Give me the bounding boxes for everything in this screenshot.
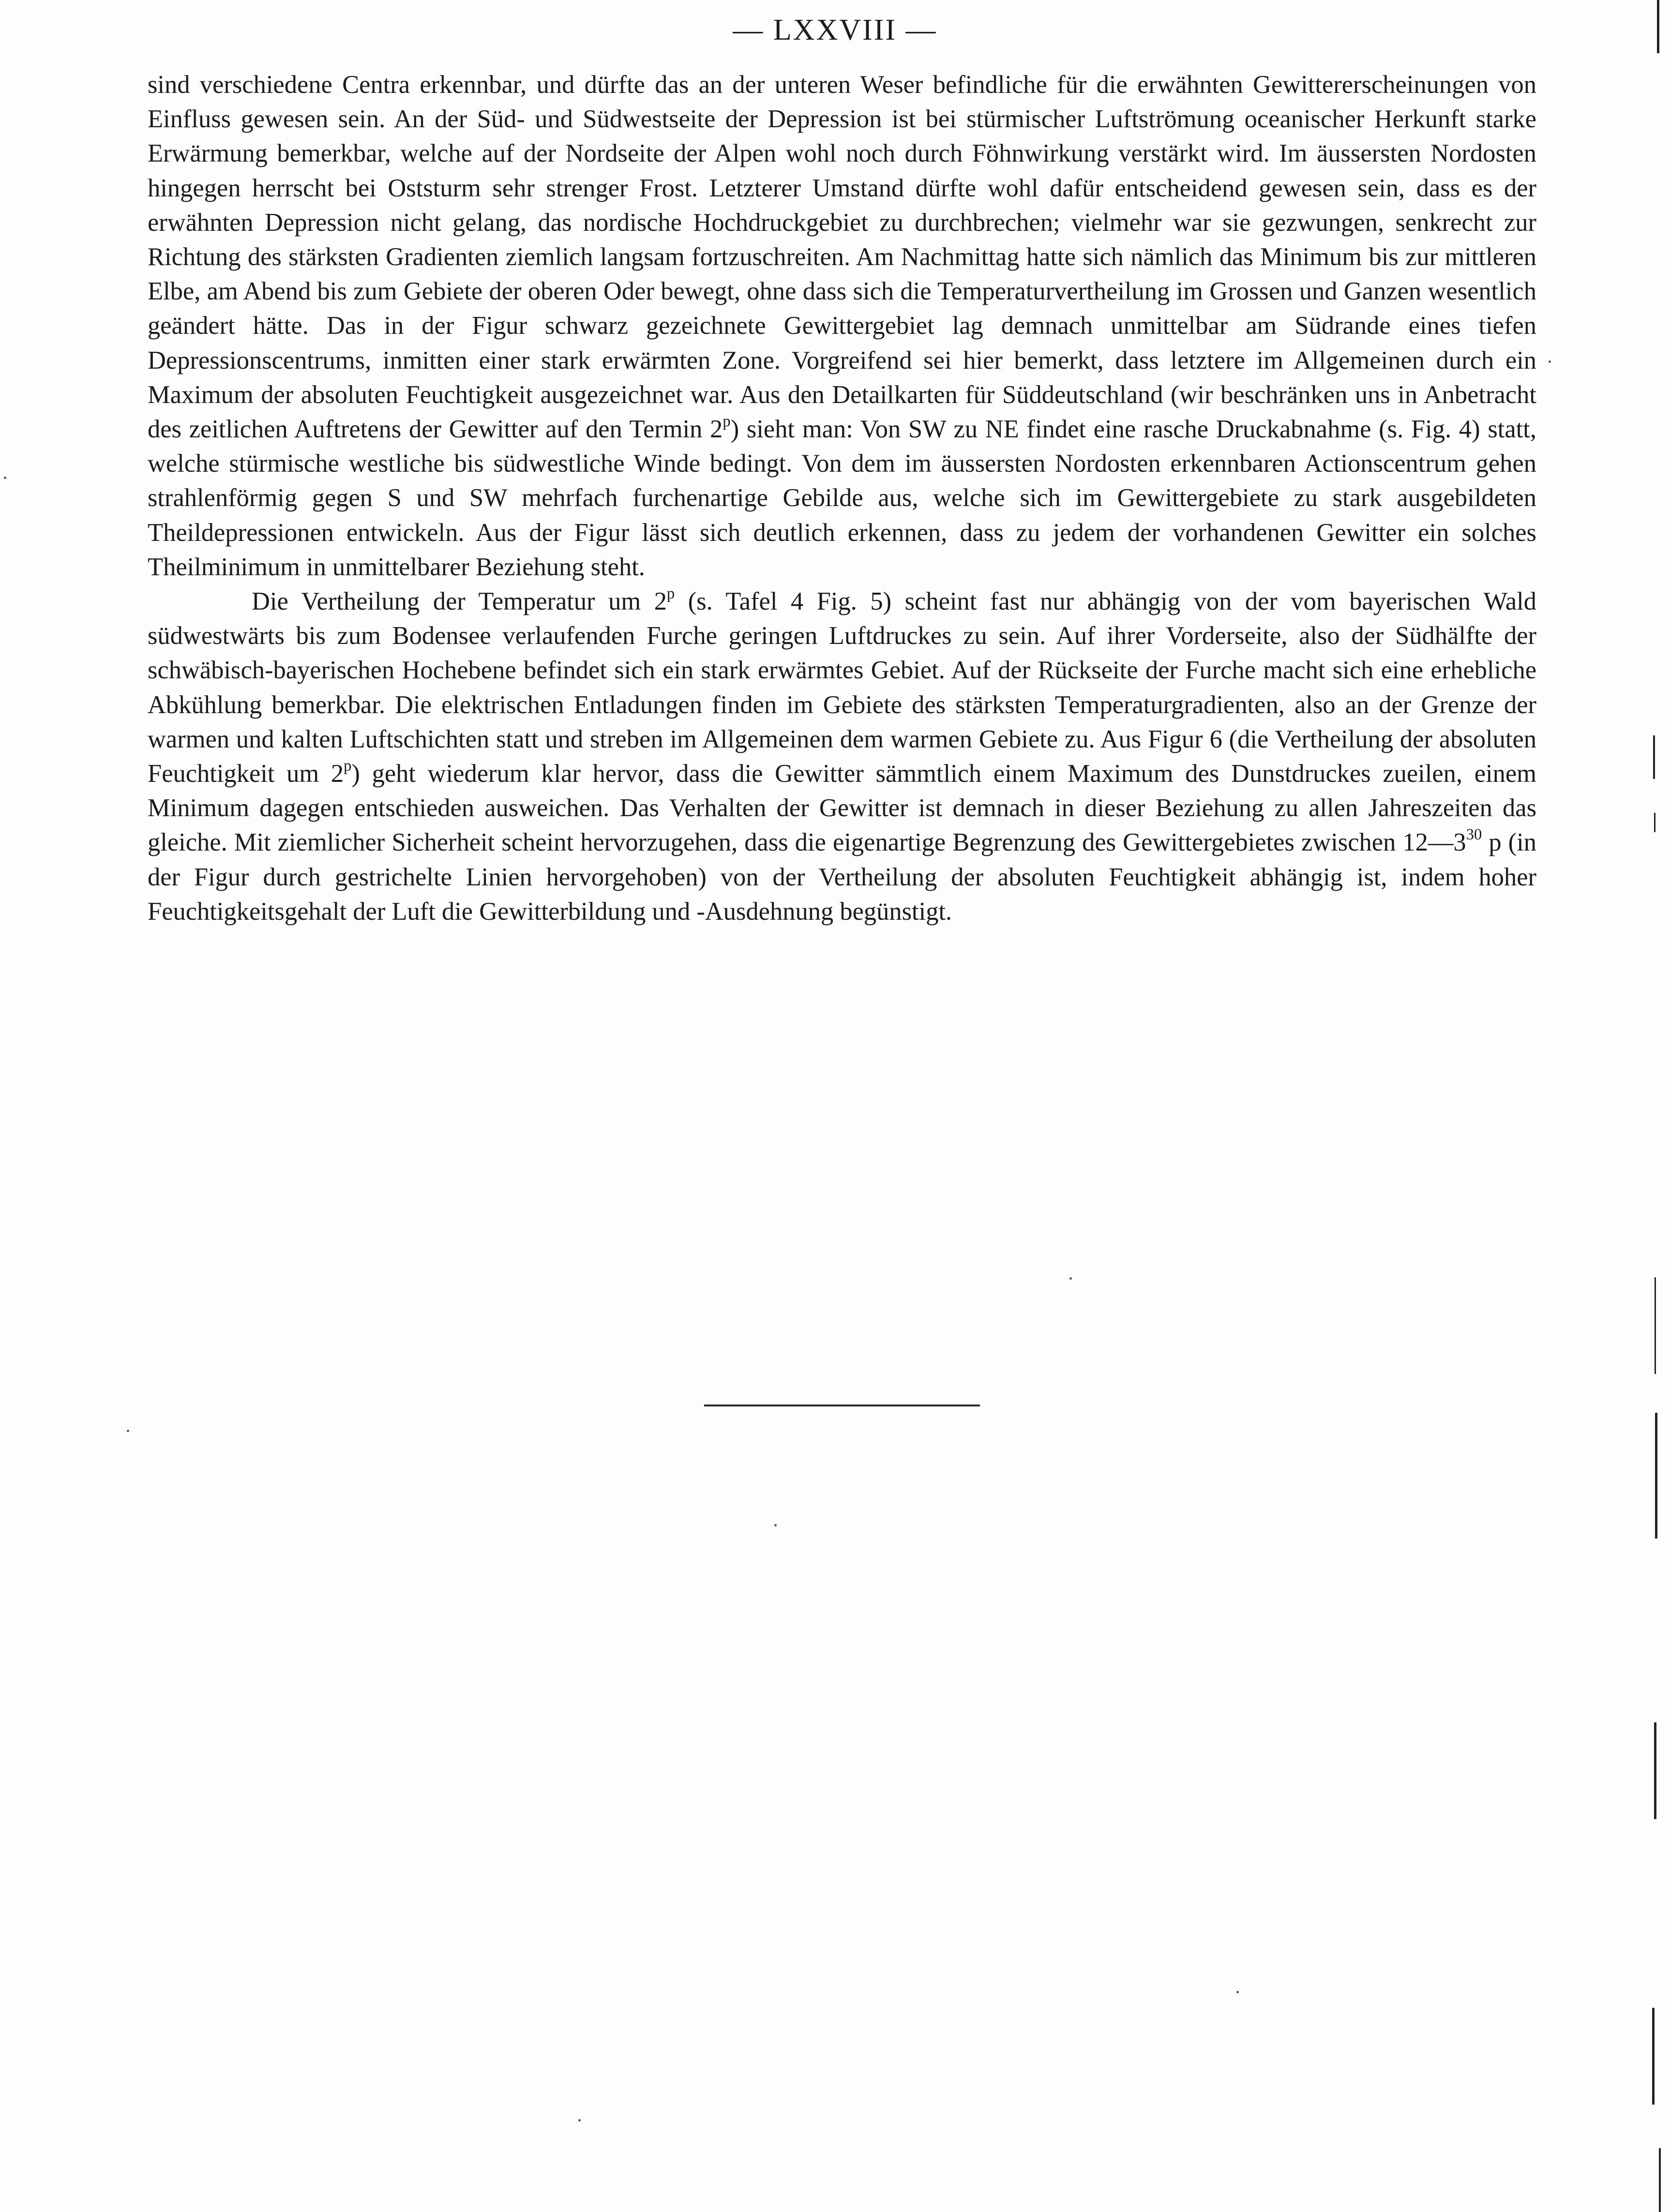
superscript-30: 30 (1466, 826, 1482, 844)
scan-edge-mark (1659, 2148, 1661, 2212)
scan-speck (1549, 360, 1551, 363)
paragraph-2-text-d: p (in der Figur durch gestrichelte Linien hervorgehoben) von der Vertheilung der absoluten Feuchtigkeit abhängig ist, indem hoher Feuchtigkeitsgehalt der Luft die Gewitterbildung und -Ausdehnung begünstigt. (148, 828, 1536, 926)
scan-speck (1069, 1277, 1072, 1280)
superscript-p: p (344, 757, 352, 775)
scan-edge-mark (1652, 2008, 1655, 2105)
scan-edge-mark (1653, 735, 1655, 779)
paragraph-2-text-b: (s. Tafel 4 Fig. 5) scheint fast nur abhängig von der vom bayerischen Wald südwestwärts bis zum Bodensee verlaufenden Furche geringen Luftdruckes zu sein. Auf ihrer Vorderseite, also der Südhälfte der schwäbisch-bayerischen Hochebene befindet sich ein stark erwärmtes Gebiet. Auf der Rückseite der Furche macht sich eine erhebliche Abkühlung bemerkbar. Die elektrischen Entladungen finden im Gebiete des stärksten Temperaturgradienten, also an der Grenze der warmen und kalten Luftschichten statt und streben im Allgemeinen dem warmen Gebiete zu. Aus Figur 6 (die Vertheilung der absoluten Feuchtigkeit um 2 (148, 587, 1536, 788)
scan-edge-mark (1657, 0, 1659, 53)
paragraph-1-text-a: sind verschiedene Centra erkennbar, und dürfte das an der unteren Weser befindliche für die erwähnten Gewittererscheinungen von Einfluss gewesen sein. An der Süd- und Südwestseite der Depression ist bei stürmischer Luftströmung oceanischer Herkunft starke Erwärmung bemerkbar, welche auf der Nordseite der Alpen wohl noch durch Föhnwirkung verstärkt wird. Im äussersten Nordosten hingegen herrscht bei Oststurm sehr strenger Frost. Letzterer Umstand dürfte wohl dafür entscheidend gewesen sein, dass es der erwähnten Depression nicht gelang, das nordische Hochdruckgebiet zu durchbrechen; vielmehr war sie gezwungen, senkrecht zur Richtung des stärksten Gradienten ziemlich langsam fortzuschreiten. Am Nachmittag hatte sich nämlich das Minimum bis zur mittleren Elbe, am Abend bis zum Gebiete der oberen Oder bewegt, ohne dass sich die Temperaturvertheilung im Grossen und Ganzen wesentlich geändert hätte. Das in der Figur schwarz gezeichnete Gewittergebiet lag demnach unmittelbar am Südrande eines tiefen Depressionscentrums, inmitten einer stark erwärmten Zone. Vorgreifend sei hier bemerkt, dass letztere im Allgemeinen durch ein Maximum der absoluten Feuchtigkeit ausgezeichnet war. Aus den Detailkarten für Süddeutschland (wir beschränken uns in Anbetracht des zeitlichen Auftretens der Gewitter auf den Termin 2 (148, 71, 1536, 444)
body-text (148, 68, 1536, 929)
superscript-p: p (722, 413, 731, 431)
scan-speck (4, 477, 6, 479)
end-rule (704, 1405, 980, 1406)
scan-edge-mark (1654, 813, 1655, 832)
paragraph-2-text-a: Die Vertheilung der Temperatur um 2 (252, 587, 667, 616)
paragraph-2-text-c: ) geht wiederum klar hervor, dass die Gewitter sämmtlich einem Maximum des Dunstdruckes zueilen, einem Minimum dagegen entschieden ausweichen. Das Verhalten der Gewitter ist demnach in dieser Beziehung zu allen Jahreszeiten das gleiche. Mit ziemlicher Sicherheit scheint hervorzugehen, dass die eigenartige Begrenzung des Gewittergebietes zwischen 12—3 (148, 760, 1536, 857)
scan-edge-mark (1654, 1722, 1656, 1819)
paragraph-2 (148, 584, 1536, 929)
scan-speck (774, 1524, 777, 1526)
page-number-header: — LXXVIII — (733, 14, 937, 46)
scan-edge-mark (1655, 1413, 1657, 1539)
scan-edge-mark (1655, 1277, 1656, 1374)
paragraph-1-text-b: ) sieht man: Von SW zu NE findet eine rasche Druckabnahme (s. Fig. 4) statt, welche stürmische westliche bis südwestliche Winde bedingt. Von dem im äussersten Nordosten erkennbaren Actionscentrum gehen strahlenförmig gegen S und SW mehrfach furchenartige Gebilde aus, welche sich im Gewittergebiete zu stark ausgebildeten Theildepressionen entwickeln. Aus der Figur lässt sich deutlich erkennen, dass zu jedem der vorhandenen Gewitter ein solches Theilminimum in unmittelbarer Beziehung steht. (148, 415, 1536, 581)
superscript-p: p (666, 585, 675, 603)
paragraph-1 (148, 68, 1536, 584)
scan-speck (127, 1430, 129, 1432)
scan-speck (578, 2119, 581, 2122)
scan-speck (1236, 1991, 1239, 1993)
